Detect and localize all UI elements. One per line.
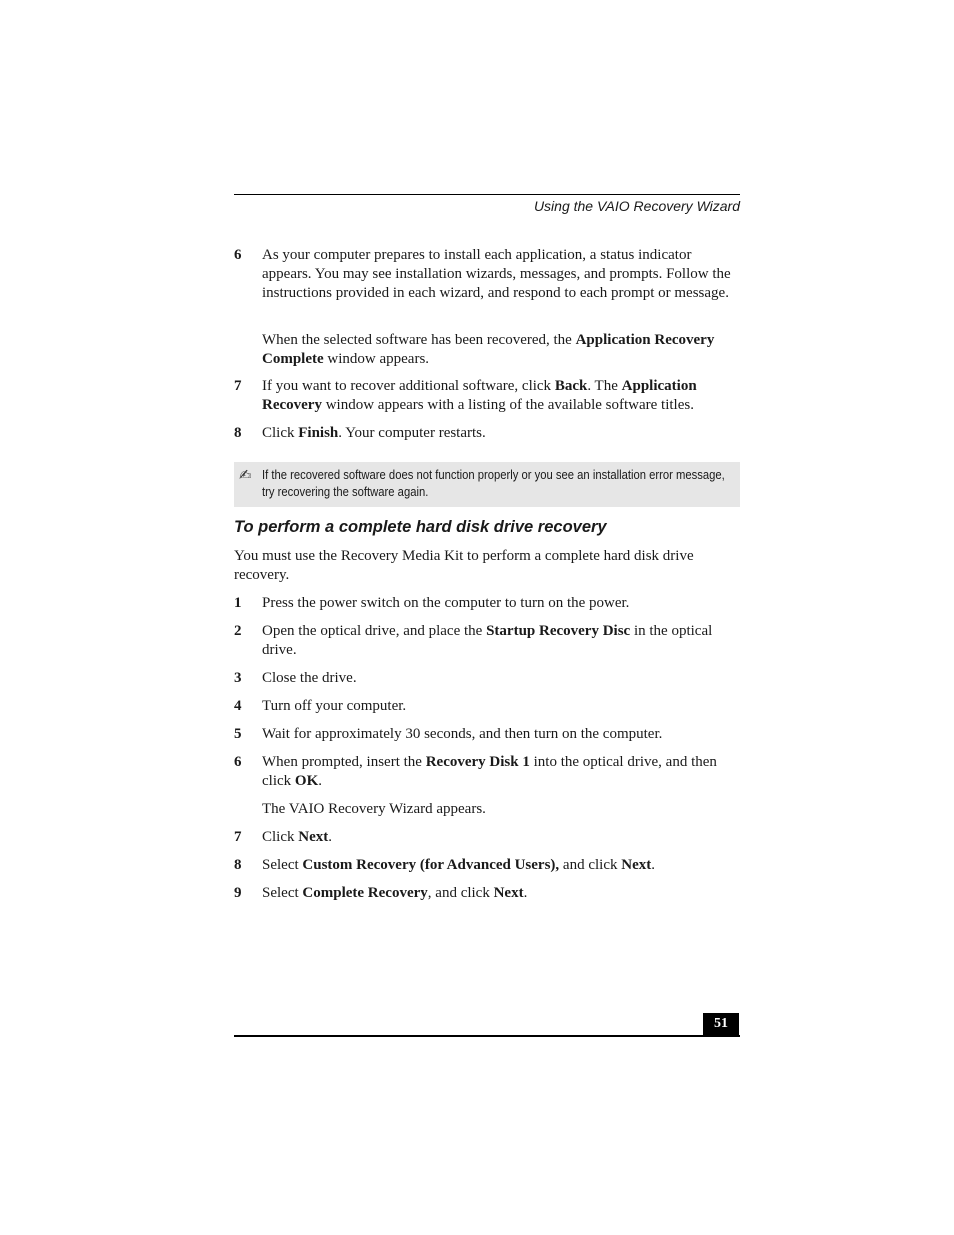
page-number: 51 bbox=[703, 1013, 739, 1037]
text-run: When prompted, insert the bbox=[262, 754, 426, 770]
text-run: Press the power switch on the computer to turn on the power. bbox=[262, 595, 630, 611]
note-pencil-icon: ✍ bbox=[239, 466, 252, 484]
emphasis-text: Startup Recovery Disc bbox=[486, 623, 631, 639]
emphasis-text: Recovery Disk 1 bbox=[425, 754, 530, 770]
step-text bbox=[262, 622, 737, 660]
text-run: window appears. bbox=[323, 351, 430, 367]
step-text bbox=[262, 669, 737, 688]
step-number: 2 bbox=[234, 623, 242, 639]
section-title: To perform a complete hard disk drive recovery bbox=[234, 518, 607, 536]
text-run: The VAIO Recovery Wizard appears. bbox=[262, 801, 486, 817]
text-run: , and click bbox=[427, 885, 494, 901]
step-text bbox=[262, 424, 737, 443]
text-run: Select bbox=[262, 857, 303, 873]
text-run: . Your computer restarts. bbox=[338, 425, 486, 441]
text-run: in the optical drive. bbox=[262, 623, 713, 658]
section-intro: You must use the Recovery Media Kit to perform a complete hard disk drive recovery. bbox=[234, 548, 694, 583]
emphasis-text: Finish bbox=[298, 425, 339, 441]
emphasis-text: Complete Recovery bbox=[302, 885, 428, 901]
step-number: 7 bbox=[234, 378, 242, 394]
emphasis-text: Next bbox=[493, 885, 524, 901]
footer-rule bbox=[234, 1035, 740, 1037]
text-run: Close the drive. bbox=[262, 670, 357, 686]
step-number: 1 bbox=[234, 595, 242, 611]
text-run: . bbox=[328, 829, 332, 845]
step-text bbox=[262, 856, 737, 875]
step-number: 9 bbox=[234, 885, 242, 901]
text-run: Open the optical drive, and place the bbox=[262, 623, 487, 639]
text-run: . bbox=[651, 857, 655, 873]
text-run: . bbox=[318, 773, 322, 789]
emphasis-text: Application Recovery bbox=[262, 378, 697, 413]
step-text bbox=[262, 246, 737, 303]
step-number: 3 bbox=[234, 670, 242, 686]
step-text bbox=[262, 377, 737, 415]
emphasis-text: Next bbox=[621, 857, 652, 873]
header-rule bbox=[234, 194, 740, 195]
emphasis-text: OK bbox=[294, 773, 319, 789]
text-run: Turn off your computer. bbox=[262, 698, 407, 714]
note-box bbox=[234, 462, 740, 507]
step-number: 4 bbox=[234, 698, 242, 714]
text-run: and click bbox=[559, 857, 622, 873]
step-text bbox=[262, 725, 737, 744]
step-number: 6 bbox=[234, 754, 242, 770]
step-text bbox=[262, 753, 737, 791]
text-run: Click bbox=[262, 425, 299, 441]
step-text bbox=[262, 884, 737, 903]
text-run: As your computer prepares to install each application, a status indicator appears. You may see installation wizards, messages, and prompts. Follow the instructions provided in each wizard, and respond to each prompt or message. bbox=[262, 247, 731, 301]
text-run: Click bbox=[262, 829, 299, 845]
emphasis-text: Next bbox=[298, 829, 329, 845]
step-followup bbox=[262, 331, 738, 369]
step-number: 8 bbox=[234, 857, 242, 873]
text-run: When the selected software has been recovered, the bbox=[262, 332, 576, 348]
running-header: Using the VAIO Recovery Wizard bbox=[533, 198, 740, 214]
step-number: 8 bbox=[234, 425, 242, 441]
step-followup bbox=[262, 800, 738, 819]
emphasis-text: Back bbox=[554, 378, 588, 394]
text-run: into the optical drive, and then click bbox=[262, 754, 717, 789]
step-text bbox=[262, 828, 737, 847]
step-text bbox=[262, 594, 737, 613]
step-text bbox=[262, 697, 737, 716]
note-text: If the recovered software does not function properly or you see an installation error message, try recovering the software again. bbox=[262, 468, 725, 499]
text-run: window appears with a listing of the available software titles. bbox=[321, 397, 694, 413]
text-run: . The bbox=[587, 378, 622, 394]
text-run: If you want to recover additional software, click bbox=[262, 378, 555, 394]
text-run: . bbox=[523, 885, 528, 901]
emphasis-text: Application Recovery Complete bbox=[262, 332, 715, 367]
step-number: 7 bbox=[234, 829, 242, 845]
emphasis-text: Custom Recovery (for Advanced Users), bbox=[302, 857, 560, 873]
text-run: Wait for approximately 30 seconds, and then turn on the computer. bbox=[262, 726, 663, 742]
step-number: 5 bbox=[234, 726, 242, 742]
step-number: 6 bbox=[234, 247, 242, 263]
text-run: Select bbox=[262, 885, 303, 901]
